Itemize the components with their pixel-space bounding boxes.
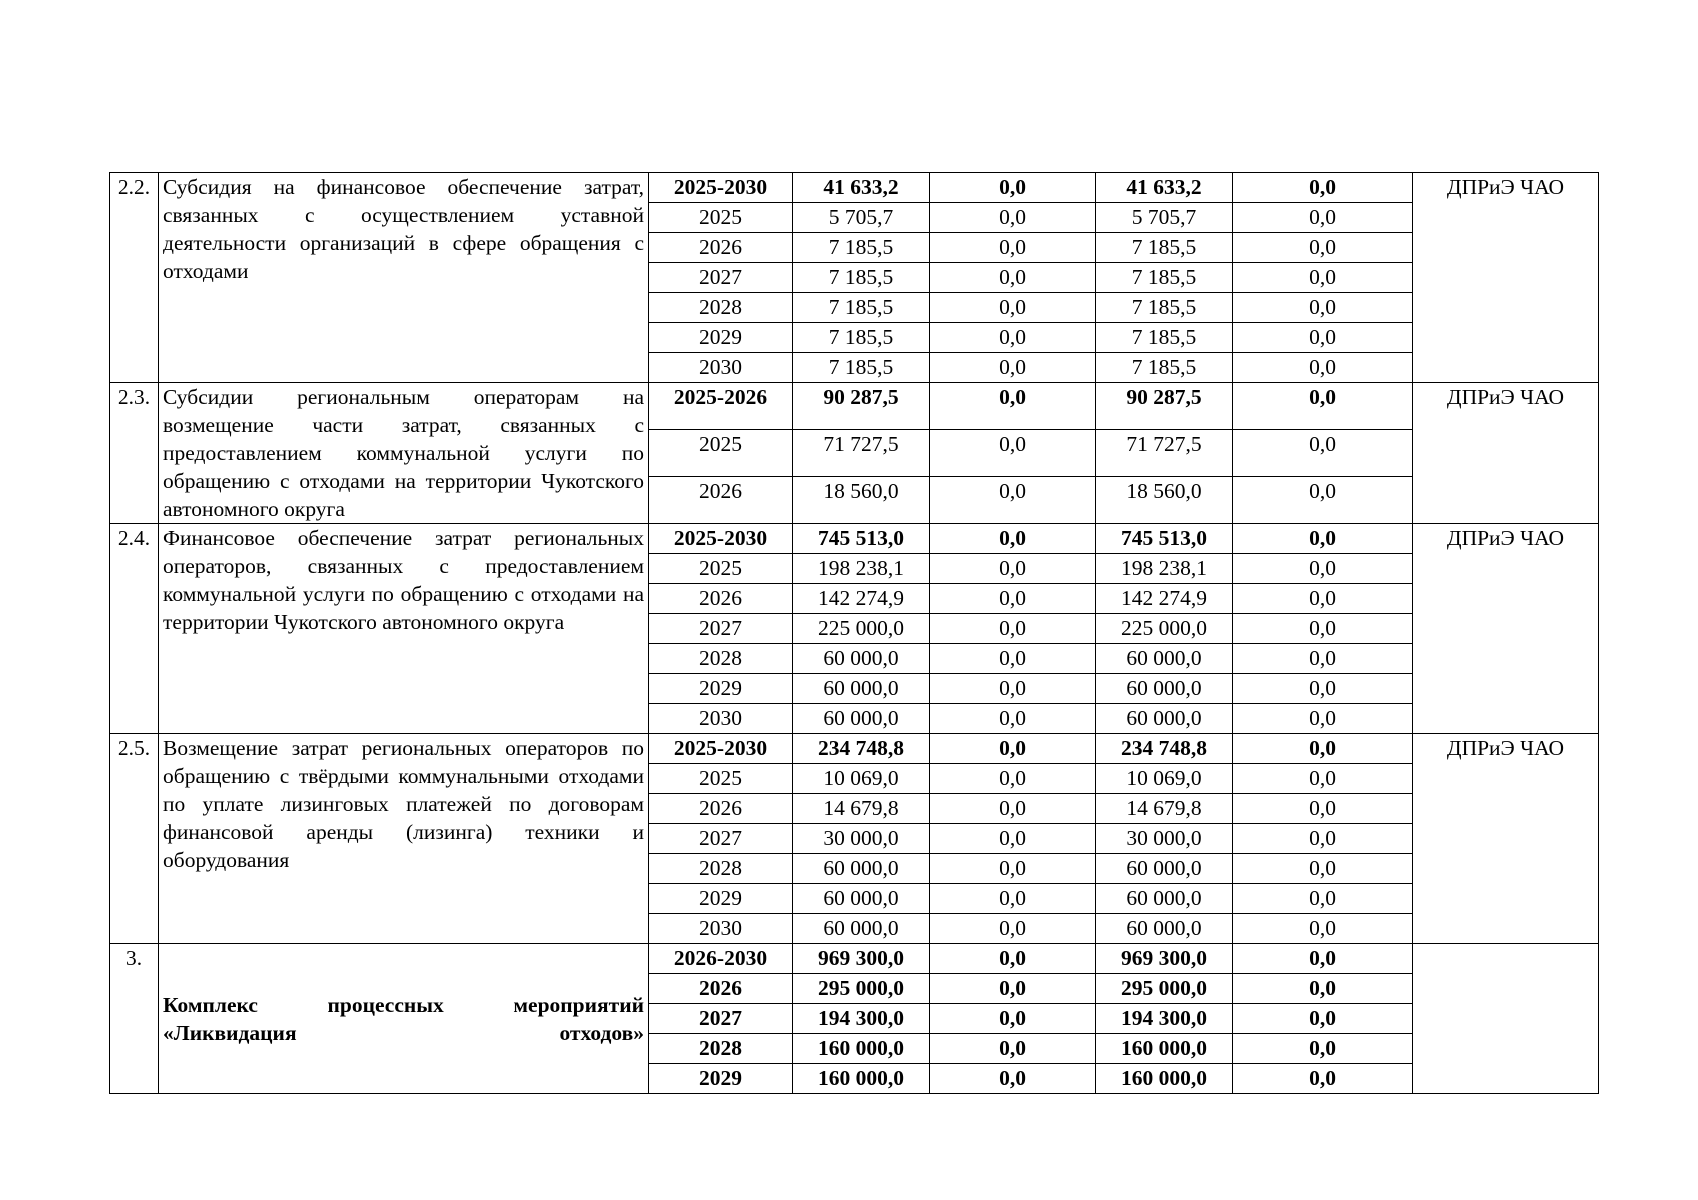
executor-cell: ДПРиЭ ЧАО bbox=[1413, 383, 1599, 524]
row-code: 2.4. bbox=[110, 524, 159, 734]
federal-cell: 0,0 bbox=[930, 173, 1096, 203]
federal-cell: 0,0 bbox=[930, 1004, 1096, 1034]
period-cell: 2029 bbox=[649, 1064, 793, 1094]
total-cell: 7 185,5 bbox=[793, 263, 930, 293]
federal-cell: 0,0 bbox=[930, 203, 1096, 233]
total-cell: 160 000,0 bbox=[793, 1034, 930, 1064]
regional-cell: 969 300,0 bbox=[1096, 944, 1233, 974]
total-cell: 7 185,5 bbox=[793, 353, 930, 383]
total-cell: 7 185,5 bbox=[793, 323, 930, 353]
federal-cell: 0,0 bbox=[930, 293, 1096, 323]
period-cell: 2029 bbox=[649, 884, 793, 914]
regional-cell: 7 185,5 bbox=[1096, 263, 1233, 293]
other-cell: 0,0 bbox=[1233, 794, 1413, 824]
total-cell: 60 000,0 bbox=[793, 884, 930, 914]
period-cell: 2025 bbox=[649, 203, 793, 233]
other-cell: 0,0 bbox=[1233, 323, 1413, 353]
row-description: Финансовое обеспечение затрат региональных операторов, связанных с предоставлением коммунальной услуги по обращению с отходами на территории Чукотского автономного округа bbox=[159, 524, 649, 734]
other-cell: 0,0 bbox=[1233, 383, 1413, 430]
federal-cell: 0,0 bbox=[930, 584, 1096, 614]
period-cell: 2029 bbox=[649, 674, 793, 704]
total-cell: 7 185,5 bbox=[793, 293, 930, 323]
regional-cell: 60 000,0 bbox=[1096, 644, 1233, 674]
federal-cell: 0,0 bbox=[930, 884, 1096, 914]
total-cell: 198 238,1 bbox=[793, 554, 930, 584]
total-cell: 225 000,0 bbox=[793, 614, 930, 644]
other-cell: 0,0 bbox=[1233, 263, 1413, 293]
period-cell: 2027 bbox=[649, 824, 793, 854]
total-cell: 969 300,0 bbox=[793, 944, 930, 974]
total-cell: 5 705,7 bbox=[793, 203, 930, 233]
regional-cell: 7 185,5 bbox=[1096, 233, 1233, 263]
table-row bbox=[110, 944, 1599, 974]
regional-cell: 745 513,0 bbox=[1096, 524, 1233, 554]
regional-cell: 295 000,0 bbox=[1096, 974, 1233, 1004]
federal-cell: 0,0 bbox=[930, 524, 1096, 554]
period-cell: 2026 bbox=[649, 584, 793, 614]
regional-cell: 60 000,0 bbox=[1096, 854, 1233, 884]
regional-cell: 18 560,0 bbox=[1096, 477, 1233, 524]
total-cell: 745 513,0 bbox=[793, 524, 930, 554]
row-description: Субсидии региональным операторам на возмещение части затрат, связанных с предоставлением коммунальной услуги по обращению с отходами на территории Чукотского автономного округа bbox=[159, 383, 649, 524]
regional-cell: 198 238,1 bbox=[1096, 554, 1233, 584]
other-cell: 0,0 bbox=[1233, 233, 1413, 263]
federal-cell: 0,0 bbox=[930, 383, 1096, 430]
period-cell: 2028 bbox=[649, 644, 793, 674]
other-cell: 0,0 bbox=[1233, 764, 1413, 794]
total-cell: 14 679,8 bbox=[793, 794, 930, 824]
other-cell: 0,0 bbox=[1233, 430, 1413, 477]
regional-cell: 14 679,8 bbox=[1096, 794, 1233, 824]
period-cell: 2025-2030 bbox=[649, 173, 793, 203]
federal-cell: 0,0 bbox=[930, 1064, 1096, 1094]
regional-cell: 71 727,5 bbox=[1096, 430, 1233, 477]
other-cell: 0,0 bbox=[1233, 734, 1413, 764]
other-cell: 0,0 bbox=[1233, 854, 1413, 884]
row-code: 2.3. bbox=[110, 383, 159, 524]
regional-cell: 10 069,0 bbox=[1096, 764, 1233, 794]
period-cell: 2026 bbox=[649, 974, 793, 1004]
regional-cell: 7 185,5 bbox=[1096, 353, 1233, 383]
total-cell: 60 000,0 bbox=[793, 704, 930, 734]
regional-cell: 194 300,0 bbox=[1096, 1004, 1233, 1034]
regional-cell: 60 000,0 bbox=[1096, 914, 1233, 944]
total-cell: 18 560,0 bbox=[793, 477, 930, 524]
row-code: 2.5. bbox=[110, 734, 159, 944]
total-cell: 234 748,8 bbox=[793, 734, 930, 764]
federal-cell: 0,0 bbox=[930, 614, 1096, 644]
period-cell: 2026 bbox=[649, 477, 793, 524]
period-cell: 2025-2030 bbox=[649, 524, 793, 554]
total-cell: 30 000,0 bbox=[793, 824, 930, 854]
period-cell: 2025-2026 bbox=[649, 383, 793, 430]
regional-cell: 90 287,5 bbox=[1096, 383, 1233, 430]
federal-cell: 0,0 bbox=[930, 794, 1096, 824]
period-cell: 2027 bbox=[649, 263, 793, 293]
other-cell: 0,0 bbox=[1233, 173, 1413, 203]
total-cell: 295 000,0 bbox=[793, 974, 930, 1004]
total-cell: 142 274,9 bbox=[793, 584, 930, 614]
other-cell: 0,0 bbox=[1233, 203, 1413, 233]
table-row bbox=[110, 173, 1599, 203]
other-cell: 0,0 bbox=[1233, 884, 1413, 914]
table-row bbox=[110, 383, 1599, 430]
federal-cell: 0,0 bbox=[930, 477, 1096, 524]
executor-cell: ДПРиЭ ЧАО bbox=[1413, 173, 1599, 383]
other-cell: 0,0 bbox=[1233, 1034, 1413, 1064]
other-cell: 0,0 bbox=[1233, 353, 1413, 383]
federal-cell: 0,0 bbox=[930, 764, 1096, 794]
other-cell: 0,0 bbox=[1233, 704, 1413, 734]
other-cell: 0,0 bbox=[1233, 524, 1413, 554]
period-cell: 2027 bbox=[649, 614, 793, 644]
regional-cell: 225 000,0 bbox=[1096, 614, 1233, 644]
federal-cell: 0,0 bbox=[930, 1034, 1096, 1064]
regional-cell: 30 000,0 bbox=[1096, 824, 1233, 854]
other-cell: 0,0 bbox=[1233, 914, 1413, 944]
executor-cell bbox=[1413, 944, 1599, 1094]
federal-cell: 0,0 bbox=[930, 824, 1096, 854]
regional-cell: 7 185,5 bbox=[1096, 323, 1233, 353]
period-cell: 2028 bbox=[649, 854, 793, 884]
period-cell: 2030 bbox=[649, 704, 793, 734]
row-description: Комплекс процессных мероприятий «Ликвидация отходов» bbox=[159, 944, 649, 1094]
total-cell: 10 069,0 bbox=[793, 764, 930, 794]
period-cell: 2029 bbox=[649, 323, 793, 353]
other-cell: 0,0 bbox=[1233, 614, 1413, 644]
total-cell: 60 000,0 bbox=[793, 644, 930, 674]
other-cell: 0,0 bbox=[1233, 674, 1413, 704]
federal-cell: 0,0 bbox=[930, 854, 1096, 884]
executor-cell: ДПРиЭ ЧАО bbox=[1413, 524, 1599, 734]
executor-cell: ДПРиЭ ЧАО bbox=[1413, 734, 1599, 944]
period-cell: 2026 bbox=[649, 794, 793, 824]
federal-cell: 0,0 bbox=[930, 430, 1096, 477]
regional-cell: 60 000,0 bbox=[1096, 674, 1233, 704]
row-code: 3. bbox=[110, 944, 159, 1094]
regional-cell: 7 185,5 bbox=[1096, 293, 1233, 323]
period-cell: 2030 bbox=[649, 353, 793, 383]
period-cell: 2026-2030 bbox=[649, 944, 793, 974]
total-cell: 60 000,0 bbox=[793, 674, 930, 704]
federal-cell: 0,0 bbox=[930, 644, 1096, 674]
regional-cell: 60 000,0 bbox=[1096, 704, 1233, 734]
regional-cell: 41 633,2 bbox=[1096, 173, 1233, 203]
other-cell: 0,0 bbox=[1233, 944, 1413, 974]
federal-cell: 0,0 bbox=[930, 323, 1096, 353]
regional-cell: 142 274,9 bbox=[1096, 584, 1233, 614]
table-row bbox=[110, 524, 1599, 554]
row-description: Субсидия на финансовое обеспечение затрат, связанных с осуществлением уставной деятельности организаций в сфере обращения с отходами bbox=[159, 173, 649, 383]
regional-cell: 5 705,7 bbox=[1096, 203, 1233, 233]
federal-cell: 0,0 bbox=[930, 944, 1096, 974]
period-cell: 2028 bbox=[649, 293, 793, 323]
row-code: 2.2. bbox=[110, 173, 159, 383]
federal-cell: 0,0 bbox=[930, 734, 1096, 764]
other-cell: 0,0 bbox=[1233, 644, 1413, 674]
total-cell: 60 000,0 bbox=[793, 914, 930, 944]
regional-cell: 160 000,0 bbox=[1096, 1034, 1233, 1064]
federal-cell: 0,0 bbox=[930, 263, 1096, 293]
other-cell: 0,0 bbox=[1233, 974, 1413, 1004]
other-cell: 0,0 bbox=[1233, 293, 1413, 323]
other-cell: 0,0 bbox=[1233, 824, 1413, 854]
regional-cell: 60 000,0 bbox=[1096, 884, 1233, 914]
total-cell: 60 000,0 bbox=[793, 854, 930, 884]
period-cell: 2025-2030 bbox=[649, 734, 793, 764]
total-cell: 7 185,5 bbox=[793, 233, 930, 263]
total-cell: 71 727,5 bbox=[793, 430, 930, 477]
period-cell: 2025 bbox=[649, 554, 793, 584]
federal-cell: 0,0 bbox=[930, 914, 1096, 944]
federal-cell: 0,0 bbox=[930, 233, 1096, 263]
total-cell: 194 300,0 bbox=[793, 1004, 930, 1034]
total-cell: 41 633,2 bbox=[793, 173, 930, 203]
period-cell: 2027 bbox=[649, 1004, 793, 1034]
federal-cell: 0,0 bbox=[930, 353, 1096, 383]
period-cell: 2025 bbox=[649, 430, 793, 477]
federal-cell: 0,0 bbox=[930, 974, 1096, 1004]
period-cell: 2025 bbox=[649, 764, 793, 794]
budget-table bbox=[109, 172, 1599, 1094]
period-cell: 2030 bbox=[649, 914, 793, 944]
total-cell: 160 000,0 bbox=[793, 1064, 930, 1094]
table-row bbox=[110, 734, 1599, 764]
regional-cell: 234 748,8 bbox=[1096, 734, 1233, 764]
row-description: Возмещение затрат региональных операторов по обращению с твёрдыми коммунальными отходами по уплате лизинговых платежей по договорам финансовой аренды (лизинга) техники и оборудования bbox=[159, 734, 649, 944]
federal-cell: 0,0 bbox=[930, 674, 1096, 704]
federal-cell: 0,0 bbox=[930, 554, 1096, 584]
federal-cell: 0,0 bbox=[930, 704, 1096, 734]
other-cell: 0,0 bbox=[1233, 1004, 1413, 1034]
other-cell: 0,0 bbox=[1233, 554, 1413, 584]
regional-cell: 160 000,0 bbox=[1096, 1064, 1233, 1094]
total-cell: 90 287,5 bbox=[793, 383, 930, 430]
other-cell: 0,0 bbox=[1233, 477, 1413, 524]
other-cell: 0,0 bbox=[1233, 584, 1413, 614]
other-cell: 0,0 bbox=[1233, 1064, 1413, 1094]
period-cell: 2026 bbox=[649, 233, 793, 263]
period-cell: 2028 bbox=[649, 1034, 793, 1064]
